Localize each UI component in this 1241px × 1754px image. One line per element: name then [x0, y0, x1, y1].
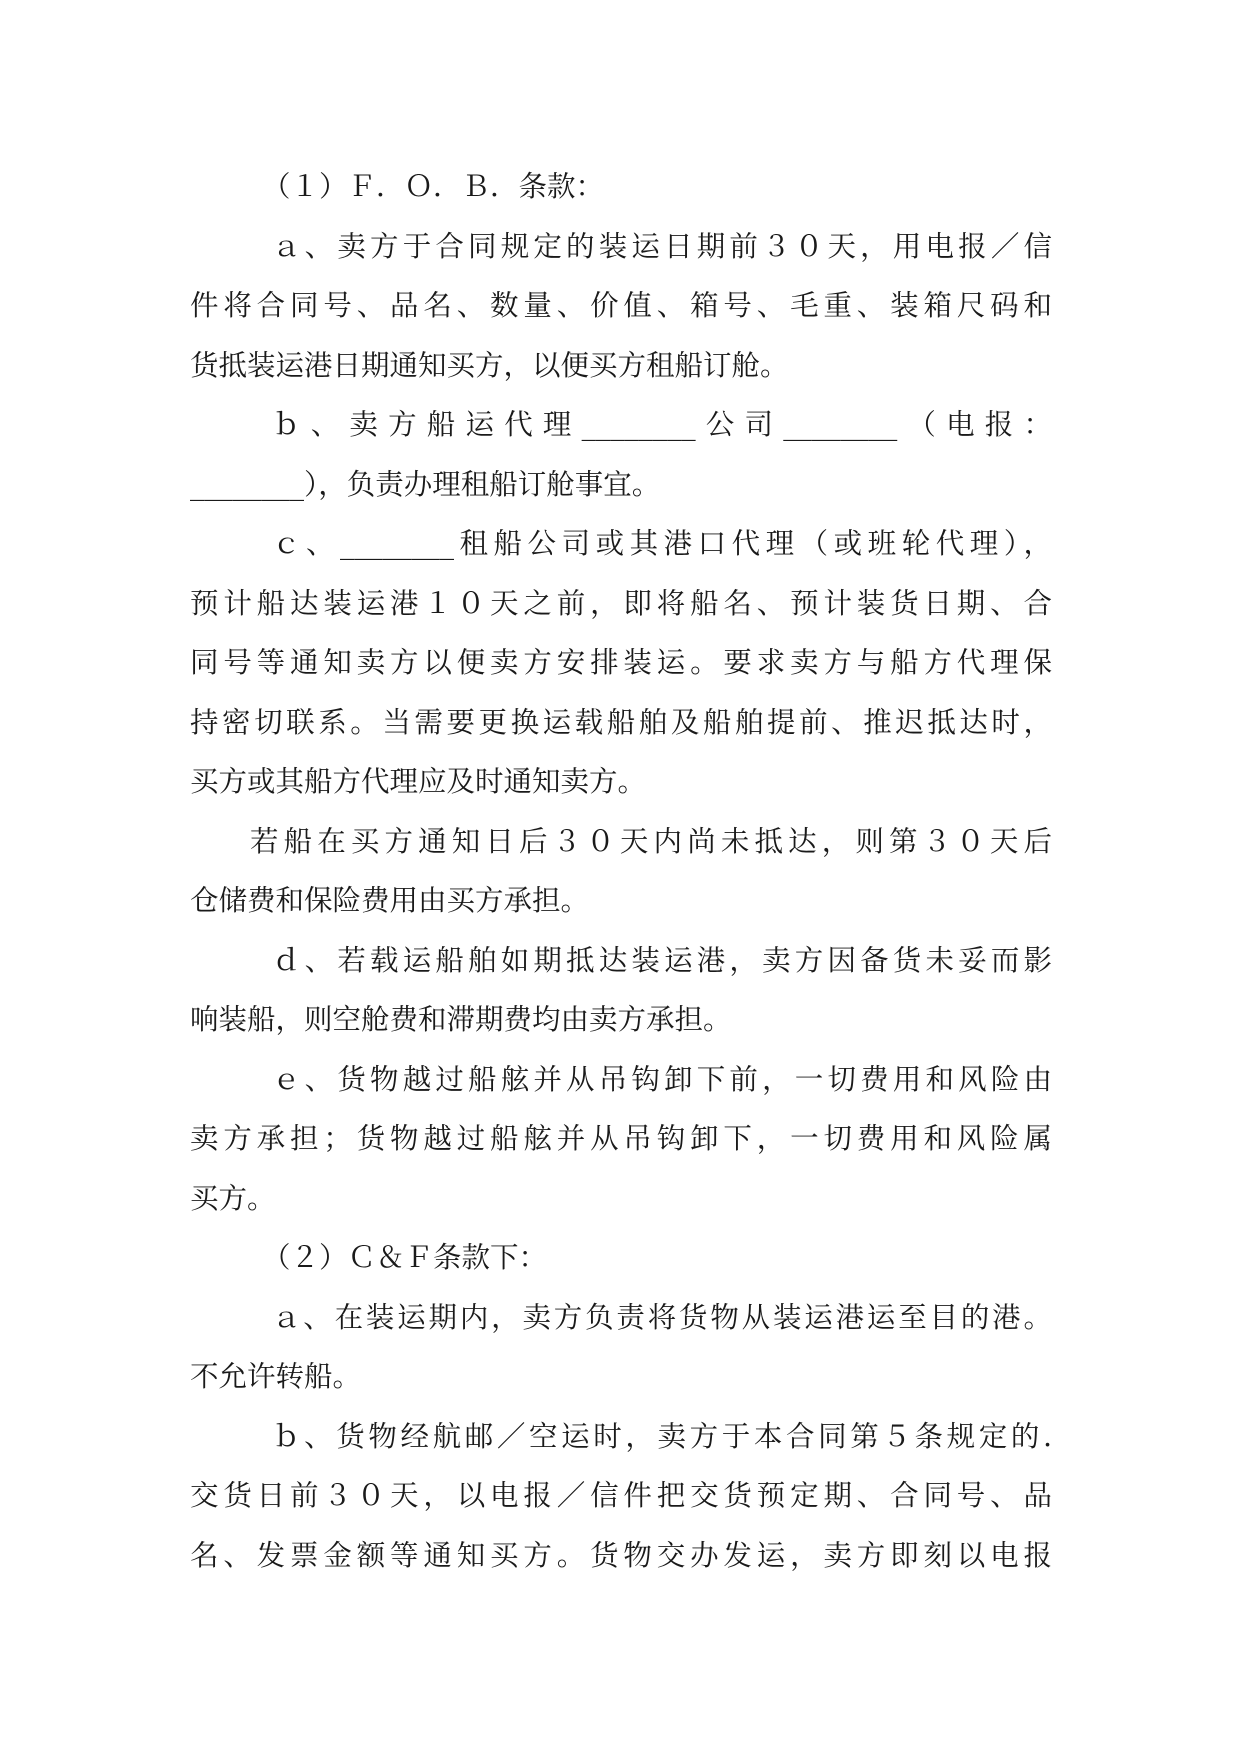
text-line: 货抵装运港日期通知买方，以便买方租船订舱。 [190, 348, 789, 382]
text-line: 件将合同号、品名、数量、价值、箱号、毛重、装箱尺码和 [190, 289, 1052, 322]
text-line: 交货日前３０天，以电报／信件把交货预定期、合同号、品 [190, 1479, 1052, 1512]
text-line: 买方或其船方代理应及时通知卖方。 [190, 765, 647, 798]
text-line: ｅ、货物越过船舷并从吊钩卸下前，一切费用和风险由 [272, 1062, 1052, 1096]
text-line: ________），负责办理租船订舱事宜。 [190, 467, 661, 501]
text-line: 名、发票金额等通知买方。货物交办发运，卖方即刻以电报 [190, 1538, 1052, 1572]
text-line: ｄ、若载运船舶如期抵达装运港，卖方因备货未妥而影 [272, 943, 1052, 977]
text-line: 同号等通知卖方以便卖方安排装运。要求卖方与船方代理保 [190, 646, 1052, 679]
text-line: ａ、在装运期内，卖方负责将货物从装运港运至目的港。 [272, 1300, 1052, 1334]
text-line: 仓储费和保险费用由买方承担。 [190, 884, 590, 917]
text-line: 持密切联系。当需要更换运载船舶及船舶提前、推迟抵达时， [190, 705, 1052, 739]
text-line: 预计船达装运港１０天之前，即将船名、预计装货日期、合 [190, 586, 1052, 620]
text-line: 响装船，则空舱费和滞期费均由卖方承担。 [190, 1003, 732, 1036]
text-line: 卖方承担；货物越过船舷并从吊钩卸下，一切费用和风险属 [190, 1122, 1052, 1155]
text-line: （２）Ｃ＆Ｆ条款下： [262, 1241, 548, 1274]
document-page [190, 157, 1052, 1585]
text-line: 不允许转船。 [190, 1360, 362, 1393]
text-line: 若船在买方通知日后３０天内尚未抵达，则第３０天后 [250, 824, 1052, 858]
text-line: ｃ、________租船公司或其港口代理（或班轮代理）， [272, 527, 1052, 560]
text-line: 买方。 [190, 1181, 276, 1215]
text-line: ｂ、货物经航邮／空运时，卖方于本合同第５条规定的. [272, 1419, 1052, 1453]
text-line: ｂ、卖方船运代理________公司________（电报： [272, 408, 1052, 441]
text-line: （１）Ｆ．Ｏ．Ｂ．条款： [262, 170, 605, 203]
text-line: ａ、卖方于合同规定的装运日期前３０天，用电报／信 [272, 229, 1052, 263]
